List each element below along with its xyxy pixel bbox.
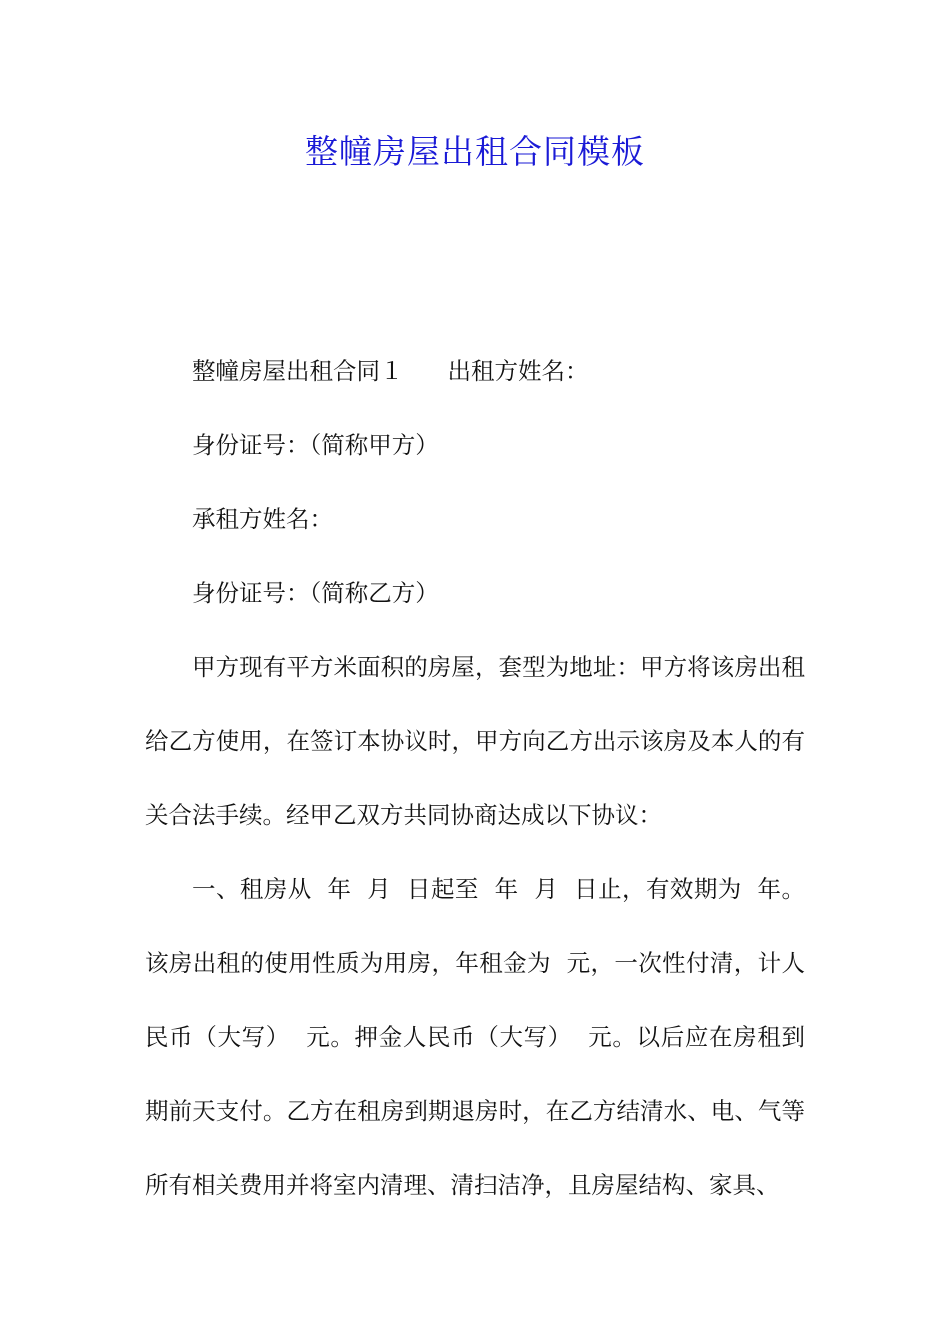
document-title: 整幢房屋出租合同模板 bbox=[305, 132, 645, 171]
clause-1-paragraph: 一、租房从 年 月 日起至 年 月 日止，有效期为 年。该房出租的使用性质为用房，年租金为 元，一次性付清，计人民币（大写） 元。押金人民币（大写） 元。以后应在房租到期前天支付。乙方在租房到期退房时，在乙方结清水、电、气等所有相关费用并将室内清理、清扫洁净，且房屋结构、家具、 bbox=[145, 875, 805, 1199]
contract-header-line bbox=[145, 334, 805, 408]
document-body bbox=[145, 334, 805, 1222]
contract-number: 整幢房屋出租合同１ bbox=[192, 357, 404, 385]
lessee-name-line: 承租方姓名： bbox=[192, 505, 333, 533]
intro-paragraph: 甲方现有平方米面积的房屋，套型为地址：甲方将该房出租给乙方使用，在签订本协议时，甲方向乙方出示该房及本人的有关合法手续。经甲乙双方共同协商达成以下协议： bbox=[145, 653, 805, 829]
lessor-id-line: 身份证号：（简称甲方） bbox=[192, 431, 439, 459]
lessor-name-label: 出租方姓名： bbox=[447, 357, 589, 385]
lessee-id-line: 身份证号：（简称乙方） bbox=[192, 579, 439, 607]
